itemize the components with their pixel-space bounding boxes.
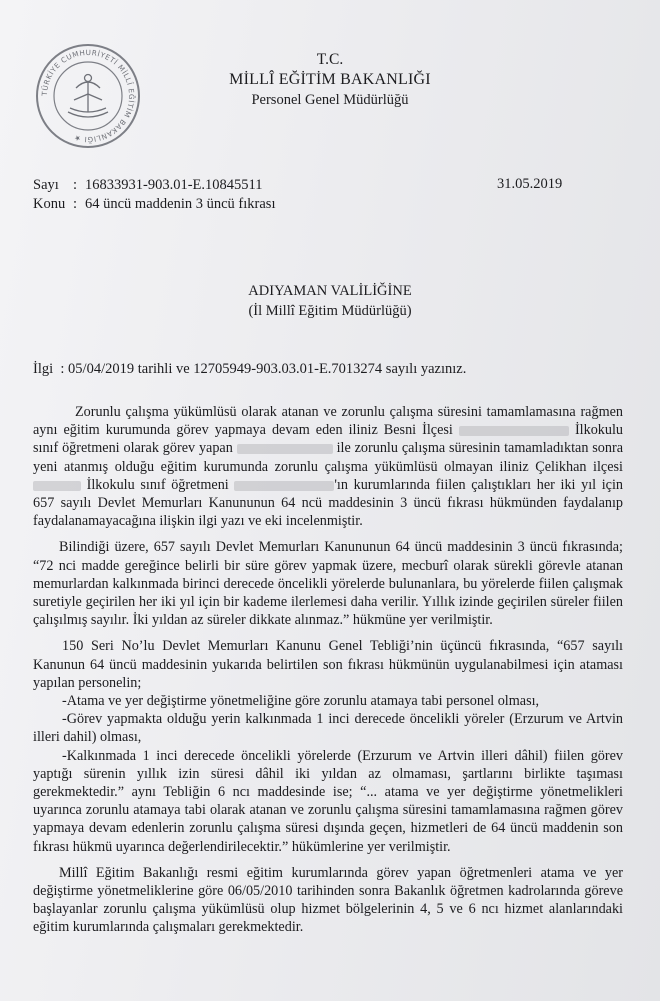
letterhead-ministry: MİLLÎ EĞİTİM BAKANLIĞI (229, 71, 431, 88)
letter-body (33, 403, 623, 937)
list-item: -Görev yapmakta olduğu yerin kalkınmada 1 inci derecede öncelikli yöreler (Erzurum ve Artvin illeri dahil) olması, (33, 711, 623, 746)
redacted-name (237, 444, 333, 454)
redacted-school (33, 481, 81, 491)
paragraph-2: Bilindiği üzere, 657 sayılı Devlet Memurları Kanununun 64 üncü maddesinin 3 üncü fıkrasında; “72 nci madde gereğince belirli bir süre görev yapmak üzere, mecburî olarak sürekli görevle atanan memurlardan kalkınmada birinci derecede öncelikli yörelerde bulunanlara, bu yörelerde fiilen çalışmak suretiyle geçirilen her iki yıl için bir kademe ilerlemesi daha verilir. Yıllık izinde geçirilen süreler fiilen çalışılmış sayılır. İki yıldan az süreler dikkate alınmaz.” hükmüne yer verilmiştir. (33, 539, 623, 629)
list-item: -Atama ve yer değiştirme yönetmeliğine göre zorunlu atamaya tabi personel olması, (62, 693, 540, 710)
reference-text: 05/04/2019 tarihli ve 12705949-903.03.01-E.7013274 sayılı yazınız. (68, 361, 467, 377)
reference: İlgi : 05/04/2019 tarihli ve 12705949-903.03.01-E.7013274 sayılı yazınız. (33, 361, 467, 377)
letterhead-department: Personel Genel Müdürlüğü (251, 92, 409, 108)
document-date: 31.05.2019 (497, 176, 563, 192)
meta-sayi: Sayı : 16833931-903.01-E.10845511 (33, 177, 263, 193)
sayi-label: Sayı (33, 177, 59, 193)
paragraph-1: Zorunlu çalışma yükümlüsü olarak atanan ve zorunlu çalışma süresini tamamlamasına rağmen aynı eğitim kurumunda görev yapmaya devam eden iliniz Besni İlçesi İlkokulu sınıf öğretmeni olarak görev yapan ile zorunlu çalışma süresinin tamamladıktan sonra yeni atanmış olduğu eğitim kurumunda zorunlu çalışma yükümlüsü olmayan iliniz Çelikhan ilçesi İlkokulu sınıf öğretmeni 'ın kurumlarında fiilen çalıştıkları her iki yıl için 657 sayılı Devlet Memurları Kanununun 64 ncü maddesinin 3 üncü fıkrası hükmünden faydalanıp faydalanamayacağına ilişkin ilgi yazı ve eki incelenmiştir. (33, 404, 624, 530)
ministry-seal-logo (34, 42, 142, 150)
reference-label: İlgi (33, 361, 54, 377)
letterhead (160, 50, 500, 110)
redacted-school (459, 426, 569, 436)
paragraph-3: 150 Seri No’lu Devlet Memurları Kanunu Genel Tebliği’nin üçüncü fıkrasında, “657 sayılı Kanunun 64 üncü maddesinin yukarıda belirtilen son fıkrası hükmünün uygulanabilmesi için ataması yapılan personelin; (33, 638, 623, 691)
sayi-value: 16833931-903.01-E.10845511 (85, 177, 263, 193)
svg-text:TÜRKİYE CUMHURİYETİ MİLLÎ EĞİT: TÜRKİYE CUMHURİYETİ MİLLÎ EĞİTİM BAKANLIĞI ★ (39, 47, 137, 145)
paragraph-4: Millî Eğitim Bakanlığı resmi eğitim kurumlarında görev yapan öğretmenleri atama ve yer değiştirme yönetmeliklerine göre 06/05/2010 tarihinden sonra Bakanlık öğretmen kadrolarında göreve başlayanlar zorunlu çalışma yükümlüsü olup hizmet bölgelerinin 4, 5 ve 6 ncı hizmet alanlarındaki eğitim kurumlarında çalışmaları gerekmektedir. (33, 864, 623, 936)
list-item: -Kalkınmada 1 inci derecede öncelikli yörelerde (Erzurum ve Artvin illeri dâhil) fiilen görev yaptığı sürenin yıllık izin süresi dâhil iki yıldan az olmaması, şartlarını birlikte taşıması gerekmektedir.” aynı Tebliğin 6 ncı maddesinde ise; “... atama ve yer değiştirme yönetmelikleri uyarınca zorunlu atamaya tabi olarak atanan ve zorunlu çalışma süresini tamamlamasına rağmen görev yapmaya devam edenlerin zorunlu çalışma süresi dışında geçen, hizmetleri de 64 üncü maddenin son fıkrası hükmü uyarınca değerlendirilecektir.” hükümlerine yer verilmiştir. (33, 747, 623, 855)
redacted-name (234, 481, 334, 491)
konu-label: Konu (33, 196, 66, 212)
letterhead-tc: T.C. (316, 51, 344, 68)
addressee-line2: (İl Millî Eğitim Müdürlüğü) (248, 303, 412, 319)
meta-konu: Konu : 64 üncü maddenin 3 üncü fıkrası (33, 196, 276, 212)
konu-value: 64 üncü maddenin 3 üncü fıkrası (85, 196, 276, 212)
addressee-line1: ADIYAMAN VALİLİĞİNE (248, 283, 412, 299)
